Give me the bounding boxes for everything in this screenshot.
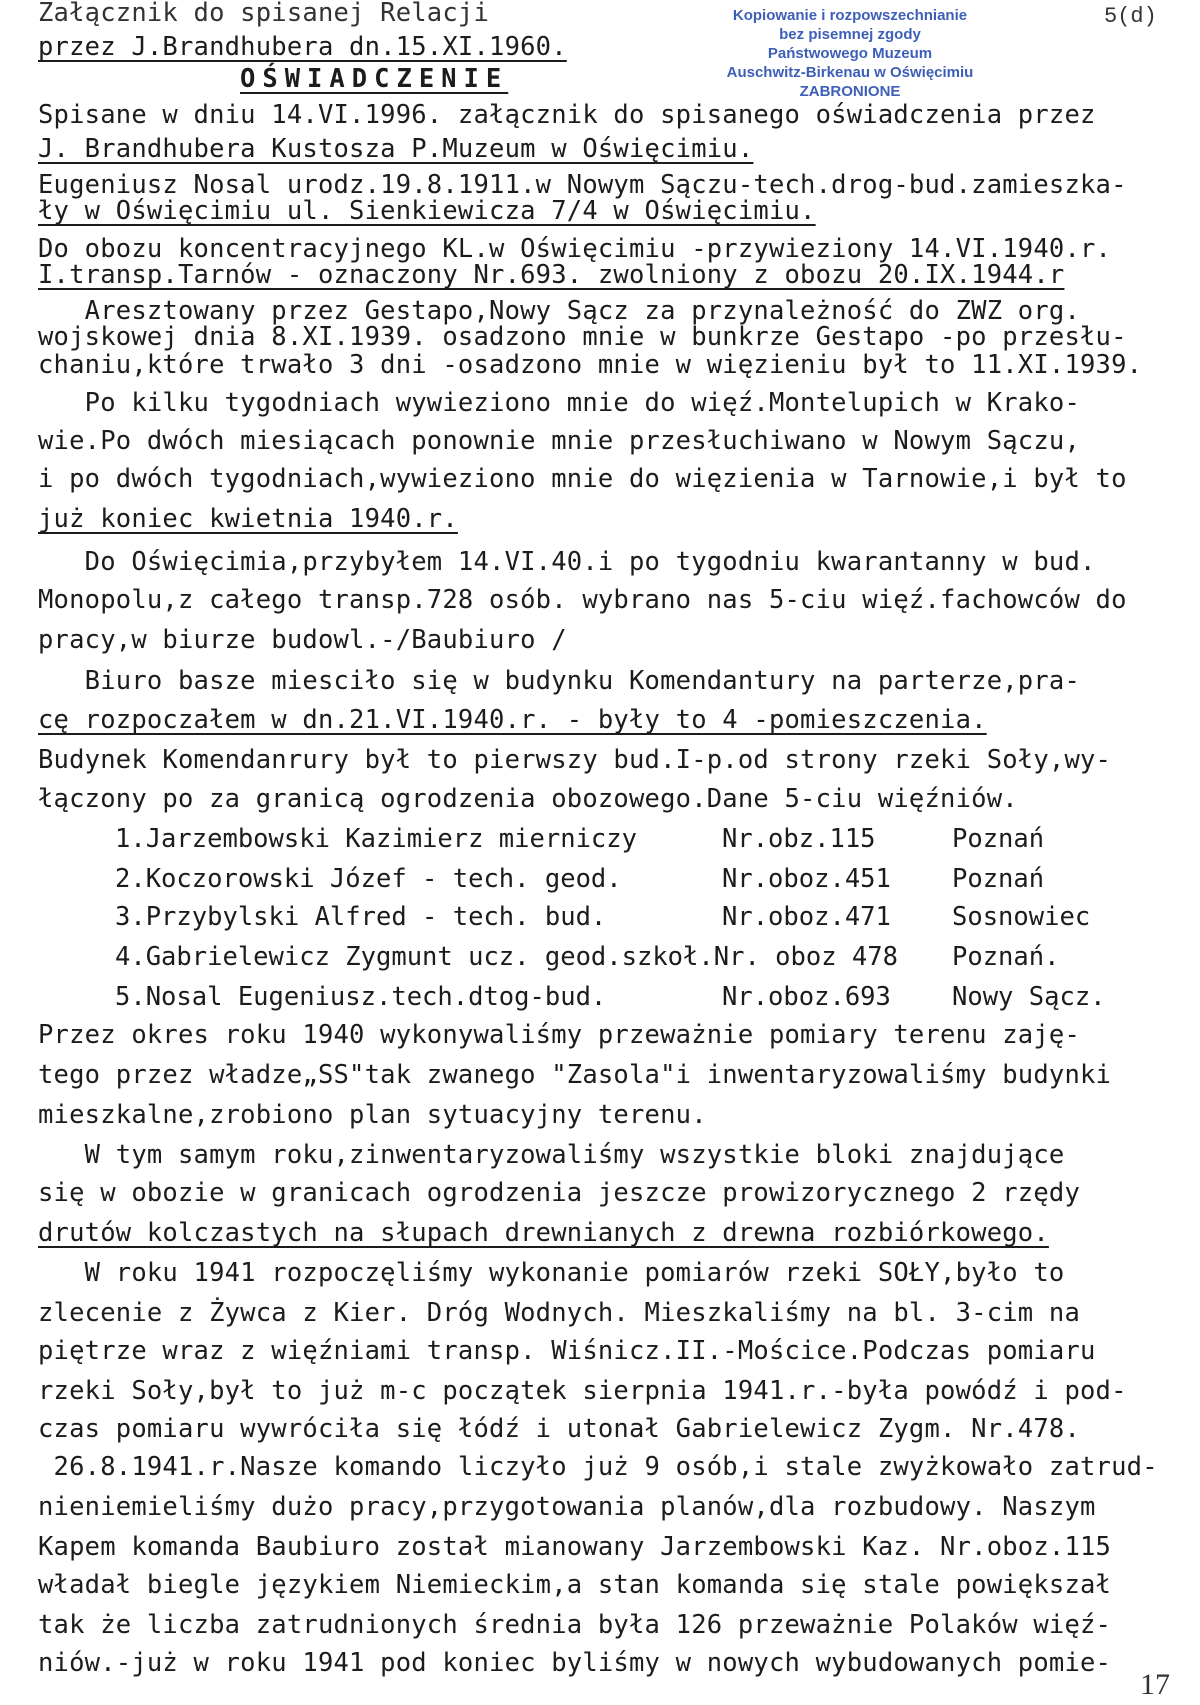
table-row	[0, 822, 1200, 856]
text-line: drutów kolczastych na słupach drewnianych z drewna rozbiórkowego.	[38, 1218, 1049, 1248]
prisoner-name: 2.Koczorowski Józef - tech. geod.	[115, 864, 622, 894]
text-line: Spisane w dniu 14.VI.1996. załącznik do spisanego oświadczenia przez	[38, 100, 1096, 130]
text-line: W roku 1941 rozpoczęliśmy wykonanie pomiarów rzeki SOŁY,było to	[38, 1258, 1065, 1288]
text-line: Biuro basze miesciło się w budynku Komendantury na parterze,pra-	[38, 666, 1081, 696]
prisoner-name: 3.Przybylski Alfred - tech. bud.	[115, 902, 607, 932]
table-row	[0, 940, 1200, 974]
watermark-line: ZABRONIONE	[799, 83, 901, 100]
text-line: i po dwóch tygodniach,wywieziono mnie do więzienia w Tarnowie,i był to	[38, 464, 1127, 494]
page-number: 17	[1140, 1668, 1170, 1701]
corner-archive-mark: 5(d)	[1104, 4, 1157, 29]
text-line: piętrze wraz z więźniami transp. Wiśnicz.II.-Mościce.Podczas pomiaru	[38, 1336, 1096, 1366]
header-attachment-line: Załącznik do spisanej Relacji	[38, 0, 490, 28]
text-line: rzeki Soły,był to już m-c początek sierpnia 1941.r.-była powódź i pod-	[38, 1376, 1127, 1406]
watermark-line: Państwowego Muzeum	[767, 45, 933, 62]
text-line: cę rozpoczałem w dn.21.VI.1940.r. - były to 4 -pomieszczenia.	[38, 705, 987, 735]
text-line: mieszkalne,zrobiono plan sytuacyjny terenu.	[38, 1100, 707, 1130]
prisoner-number: Nr.oboz.693	[722, 982, 891, 1012]
prisoner-city: Poznań.	[952, 942, 1060, 972]
text-line: już koniec kwietnia 1940.r.	[38, 504, 458, 534]
text-line: tak że liczba zatrudnionych średnia była 126 przeważnie Polaków więź-	[38, 1610, 1112, 1640]
text-line: ły w Oświęcimiu ul. Sienkiewicza 7/4 w Oświęcimiu.	[38, 196, 816, 226]
prisoner-city: Sosnowiec	[952, 902, 1091, 932]
table-row	[0, 862, 1200, 896]
header-author-line: przez J.Brandhubera dn.15.XI.1960.	[38, 32, 567, 62]
table-row	[0, 900, 1200, 934]
text-line: 26.8.1941.r.Nasze komando liczyło już 9 osób,i stale zwyżkowało zatrud-	[38, 1452, 1158, 1482]
text-line: I.transp.Tarnów - oznaczony Nr.693. zwolniony z obozu 20.IX.1944.r	[38, 260, 1065, 290]
prisoner-number: Nr.oboz.451	[722, 864, 891, 894]
prisoner-name: 1.Jarzembowski Kazimierz mierniczy	[115, 824, 637, 854]
text-line: wojskowej dnia 8.XI.1939. osadzono mnie w bunkrze Gestapo -po przesłu-	[38, 322, 1127, 352]
text-line: J. Brandhubera Kustosza P.Muzeum w Oświęcimiu.	[38, 134, 754, 164]
text-line: Do Oświęcimia,przybyłem 14.VI.40.i po tygodniu kwarantanny w bud.	[38, 547, 1096, 577]
text-line: W tym samym roku,zinwentaryzowaliśmy wszystkie bloki znajdujące	[38, 1140, 1065, 1170]
prisoner-city: Poznań	[952, 824, 1045, 854]
text-line: chaniu,które trwało 3 dni -osadzono mnie w więzieniu był to 11.XI.1939.	[38, 350, 1143, 380]
text-line: Do obozu koncentracyjnego KL.w Oświęcimiu -przywieziony 14.VI.1940.r.	[38, 234, 1112, 264]
text-line: Eugeniusz Nosal urodz.19.8.1911.w Nowym Sączu-tech.drog-bud.zamieszka-	[38, 170, 1127, 200]
watermark-line: Kopiowanie i rozpowszechnianie	[732, 7, 968, 24]
text-line: nieniemieliśmy dużo pracy,przygotowania planów,dla rozbudowy. Naszym	[38, 1492, 1096, 1522]
text-line: Aresztowany przez Gestapo,Nowy Sącz za przynależność do ZWZ org.	[38, 296, 1081, 326]
text-line: Budynek Komendanrury był to pierwszy bud.I-p.od strony rzeki Soły,wy-	[38, 745, 1112, 775]
text-line: Po kilku tygodniach wywieziono mnie do więź.Montelupich w Krako-	[38, 388, 1081, 418]
prisoner-city: Nowy Sącz.	[952, 982, 1106, 1012]
text-line: się w obozie w granicach ogrodzenia jeszcze prowizorycznego 2 rzędy	[38, 1178, 1081, 1208]
text-line: Monopolu,z całego transp.728 osób. wybrano nas 5-ciu więź.fachowców do	[38, 585, 1127, 615]
text-line: Kapem komanda Baubiuro został mianowany Jarzembowski Kaz. Nr.oboz.115	[38, 1532, 1112, 1562]
table-row	[0, 980, 1200, 1014]
document-title: OŚWIADCZENIE	[240, 64, 509, 94]
prisoner-number: Nr.oboz.471	[722, 902, 891, 932]
prisoner-name: 4.Gabrielewicz Zygmunt ucz. geod.szkoł.Nr. oboz 478	[115, 942, 898, 972]
text-line: tego przez władze„SS"tak zwanego "Zasola"i inwentaryzowaliśmy budynki	[38, 1060, 1112, 1090]
prisoner-city: Poznań	[952, 864, 1045, 894]
watermark-line: Auschwitz-Birkenau w Oświęcimiu	[726, 64, 974, 81]
text-line: łączony po za granicą ogrodzenia obozowego.Dane 5-ciu więźniów.	[38, 784, 1018, 814]
text-line: zlecenie z Żywca z Kier. Dróg Wodnych. Mieszkaliśmy na bl. 3-cim na	[38, 1298, 1081, 1328]
prisoner-number: Nr.obz.115	[722, 824, 876, 854]
text-line: Przez okres roku 1940 wykonywaliśmy przeważnie pomiary terenu zaję-	[38, 1020, 1081, 1050]
text-line: niów.-już w roku 1941 pod koniec byliśmy w nowych wybudowanych pomie-	[38, 1648, 1112, 1678]
text-line: wie.Po dwóch miesiącach ponownie mnie przesłuchiwano w Nowym Sączu,	[38, 426, 1081, 456]
text-line: pracy,w biurze budowl.-/Baubiuro /	[38, 625, 567, 655]
text-line: czas pomiaru wywróciła się łódź i utonał Gabrielewicz Zygm. Nr.478.	[38, 1414, 1081, 1444]
prisoner-name: 5.Nosal Eugeniusz.tech.dtog-bud.	[115, 982, 607, 1012]
text-line: władał biegle językiem Niemieckim,a stan komanda się stale powiększał	[38, 1570, 1112, 1600]
watermark-line: bez pisemnej zgody	[779, 26, 921, 43]
